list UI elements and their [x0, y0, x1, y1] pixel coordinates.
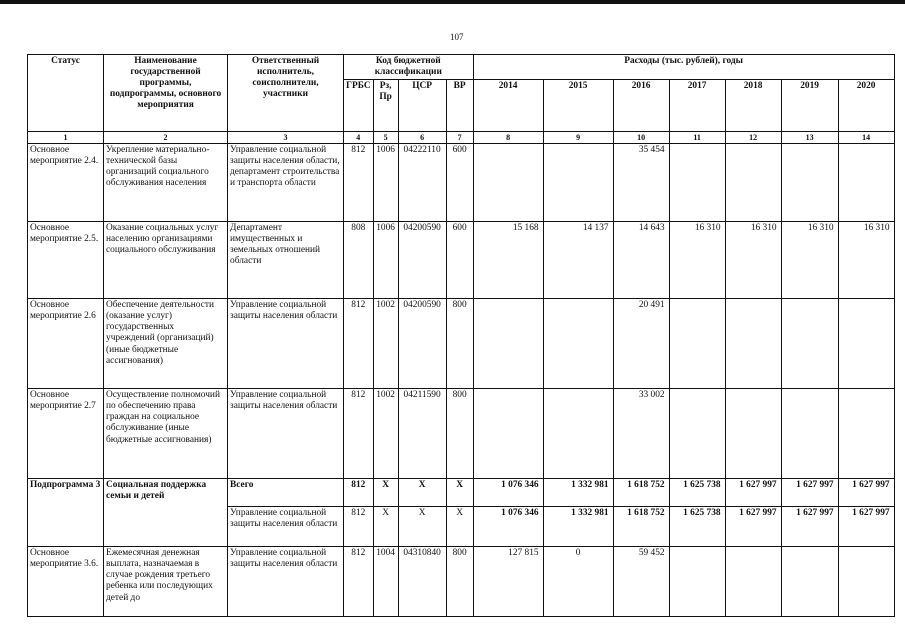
- row-value: [838, 547, 894, 617]
- row-value: 16 310: [725, 222, 781, 299]
- row-value: 14 643: [613, 222, 669, 299]
- column-number: 1: [28, 132, 104, 144]
- header-year: 2014: [473, 80, 543, 132]
- row-value: [543, 144, 613, 222]
- row-value: [781, 547, 838, 617]
- table-row: [28, 299, 895, 389]
- row-vr: 600: [446, 222, 473, 299]
- column-number: 7: [446, 132, 473, 144]
- row-rzpr: 1002: [373, 389, 398, 479]
- subprogram-total-label: Всего: [228, 479, 344, 507]
- header-csr: ЦСР: [398, 80, 446, 132]
- row-value: [725, 547, 781, 617]
- row-name: Оказание социальных услуг населению организациями социального обслуживания: [104, 222, 228, 299]
- table-row: [28, 547, 895, 617]
- row-value: 1 627 997: [781, 479, 838, 507]
- row-value: [838, 389, 894, 479]
- row-vr: Х: [446, 507, 473, 547]
- row-status: Основное мероприятие 2.7: [28, 389, 104, 479]
- row-value: [669, 547, 725, 617]
- row-status: Основное мероприятие 2.5.: [28, 222, 104, 299]
- header-status: Статус: [28, 55, 104, 132]
- row-rzpr: 1004: [373, 547, 398, 617]
- header-name: Наименование государственной программы, подпрограммы, основного мероприятия: [104, 55, 228, 132]
- row-value: [725, 144, 781, 222]
- column-number: 13: [781, 132, 838, 144]
- row-executor: Управление социальной защиты населения области: [228, 547, 344, 617]
- row-value: [781, 299, 838, 389]
- row-value: [781, 144, 838, 222]
- table-row: [28, 389, 895, 479]
- row-csr: 04200590: [398, 299, 446, 389]
- row-value: [725, 389, 781, 479]
- row-csr: 04310840: [398, 547, 446, 617]
- column-number: 11: [669, 132, 725, 144]
- row-grbs: 812: [344, 547, 374, 617]
- row-value: 16 310: [838, 222, 894, 299]
- row-value: [669, 299, 725, 389]
- row-value: [543, 299, 613, 389]
- column-number: 3: [228, 132, 344, 144]
- row-executor: Управление социальной защиты населения области: [228, 389, 344, 479]
- table-row: [28, 144, 895, 222]
- column-number: 12: [725, 132, 781, 144]
- row-status: Основное мероприятие 2.4.: [28, 144, 104, 222]
- row-rzpr: 1006: [373, 222, 398, 299]
- row-value: 1 618 752: [613, 507, 669, 547]
- row-value: 20 491: [613, 299, 669, 389]
- row-executor: Департамент имущественных и земельных отношений области: [228, 222, 344, 299]
- row-grbs: 812: [344, 479, 374, 507]
- column-number: 14: [838, 132, 894, 144]
- row-grbs: 812: [344, 507, 374, 547]
- row-vr: Х: [446, 479, 473, 507]
- column-number: 5: [373, 132, 398, 144]
- row-executor: Управление социальной защиты населения области: [228, 507, 344, 547]
- row-value: [781, 389, 838, 479]
- row-value: 0: [543, 547, 613, 617]
- row-value: 1 618 752: [613, 479, 669, 507]
- row-value: [669, 389, 725, 479]
- row-name: Укрепление материально-технической базы организаций социального обслуживания населения: [104, 144, 228, 222]
- header-year: 2015: [543, 80, 613, 132]
- row-value: 1 076 346: [473, 507, 543, 547]
- subprogram-total-row: [28, 479, 895, 507]
- budget-table: [27, 54, 895, 617]
- row-value: 1 625 738: [669, 507, 725, 547]
- row-value: [543, 389, 613, 479]
- row-vr: 800: [446, 389, 473, 479]
- row-value: 59 452: [613, 547, 669, 617]
- top-border-line: [0, 0, 905, 4]
- row-value: 1 076 346: [473, 479, 543, 507]
- row-value: 33 002: [613, 389, 669, 479]
- row-value: 1 627 997: [725, 479, 781, 507]
- subprogram-status: Подпрограмма 3: [28, 479, 104, 547]
- page-number: 107: [450, 32, 464, 42]
- row-value: [838, 299, 894, 389]
- row-csr: 04211590: [398, 389, 446, 479]
- column-number: 9: [543, 132, 613, 144]
- row-value: [473, 389, 543, 479]
- row-value: 127 815: [473, 547, 543, 617]
- row-value: [838, 144, 894, 222]
- column-number: 10: [613, 132, 669, 144]
- table-row: [28, 222, 895, 299]
- row-grbs: 812: [344, 389, 374, 479]
- row-value: [473, 144, 543, 222]
- row-value: 16 310: [669, 222, 725, 299]
- header-executor: Ответственный исполнитель, соисполнители, участники: [228, 55, 344, 132]
- header-budget-code: Код бюджетной классификации: [344, 55, 474, 80]
- row-status: Основное мероприятие 2.6: [28, 299, 104, 389]
- row-value: 1 627 997: [838, 507, 894, 547]
- row-value: 16 310: [781, 222, 838, 299]
- row-csr: Х: [398, 507, 446, 547]
- header-grbs: ГРБС: [344, 80, 374, 132]
- header-year: 2018: [725, 80, 781, 132]
- row-executor: Управление социальной защиты населения области: [228, 299, 344, 389]
- header-year: 2020: [838, 80, 894, 132]
- row-rzpr: 1006: [373, 144, 398, 222]
- column-number-row: [28, 132, 895, 144]
- header-year: 2017: [669, 80, 725, 132]
- row-rzpr: 1002: [373, 299, 398, 389]
- row-status: Основное мероприятие 3.6.: [28, 547, 104, 617]
- column-number: 2: [104, 132, 228, 144]
- column-number: 8: [473, 132, 543, 144]
- row-grbs: 808: [344, 222, 374, 299]
- row-vr: 600: [446, 144, 473, 222]
- row-executor: Управление социальной защиты населения области, департамент строительства и транспорта области: [228, 144, 344, 222]
- header-rzpr: Рз, Пр: [373, 80, 398, 132]
- row-value: [473, 299, 543, 389]
- subprogram-name: Социальная поддержка семьи и детей: [104, 479, 228, 547]
- row-vr: 800: [446, 547, 473, 617]
- row-vr: 800: [446, 299, 473, 389]
- row-csr: 04222110: [398, 144, 446, 222]
- row-value: 14 137: [543, 222, 613, 299]
- row-csr: 04200590: [398, 222, 446, 299]
- header-year: 2016: [613, 80, 669, 132]
- row-rzpr: Х: [373, 479, 398, 507]
- row-name: Ежемесячная денежная выплата, назначаемая в случае рождения третьего ребенка или последующих детей до: [104, 547, 228, 617]
- row-value: 1 627 997: [725, 507, 781, 547]
- row-value: 15 168: [473, 222, 543, 299]
- column-number: 6: [398, 132, 446, 144]
- column-number: 4: [344, 132, 374, 144]
- row-csr: Х: [398, 479, 446, 507]
- row-value: [669, 144, 725, 222]
- row-value: [725, 299, 781, 389]
- row-value: 1 625 738: [669, 479, 725, 507]
- row-value: 35 454: [613, 144, 669, 222]
- header-expenses: Расходы (тыс. рублей), годы: [473, 55, 894, 80]
- row-value: 1 332 981: [543, 479, 613, 507]
- row-value: 1 332 981: [543, 507, 613, 547]
- row-name: Обеспечение деятельности (оказание услуг) государственных учреждений (организаций) (иные бюджетные ассигнования): [104, 299, 228, 389]
- row-rzpr: Х: [373, 507, 398, 547]
- header-year: 2019: [781, 80, 838, 132]
- row-grbs: 812: [344, 144, 374, 222]
- row-name: Осуществление полномочий по обеспечению права граждан на социальное обслуживание (иные бюджетные ассигнования): [104, 389, 228, 479]
- header-vr: ВР: [446, 80, 473, 132]
- row-value: 1 627 997: [781, 507, 838, 547]
- row-grbs: 812: [344, 299, 374, 389]
- row-value: 1 627 997: [838, 479, 894, 507]
- header-row-1: [28, 55, 895, 80]
